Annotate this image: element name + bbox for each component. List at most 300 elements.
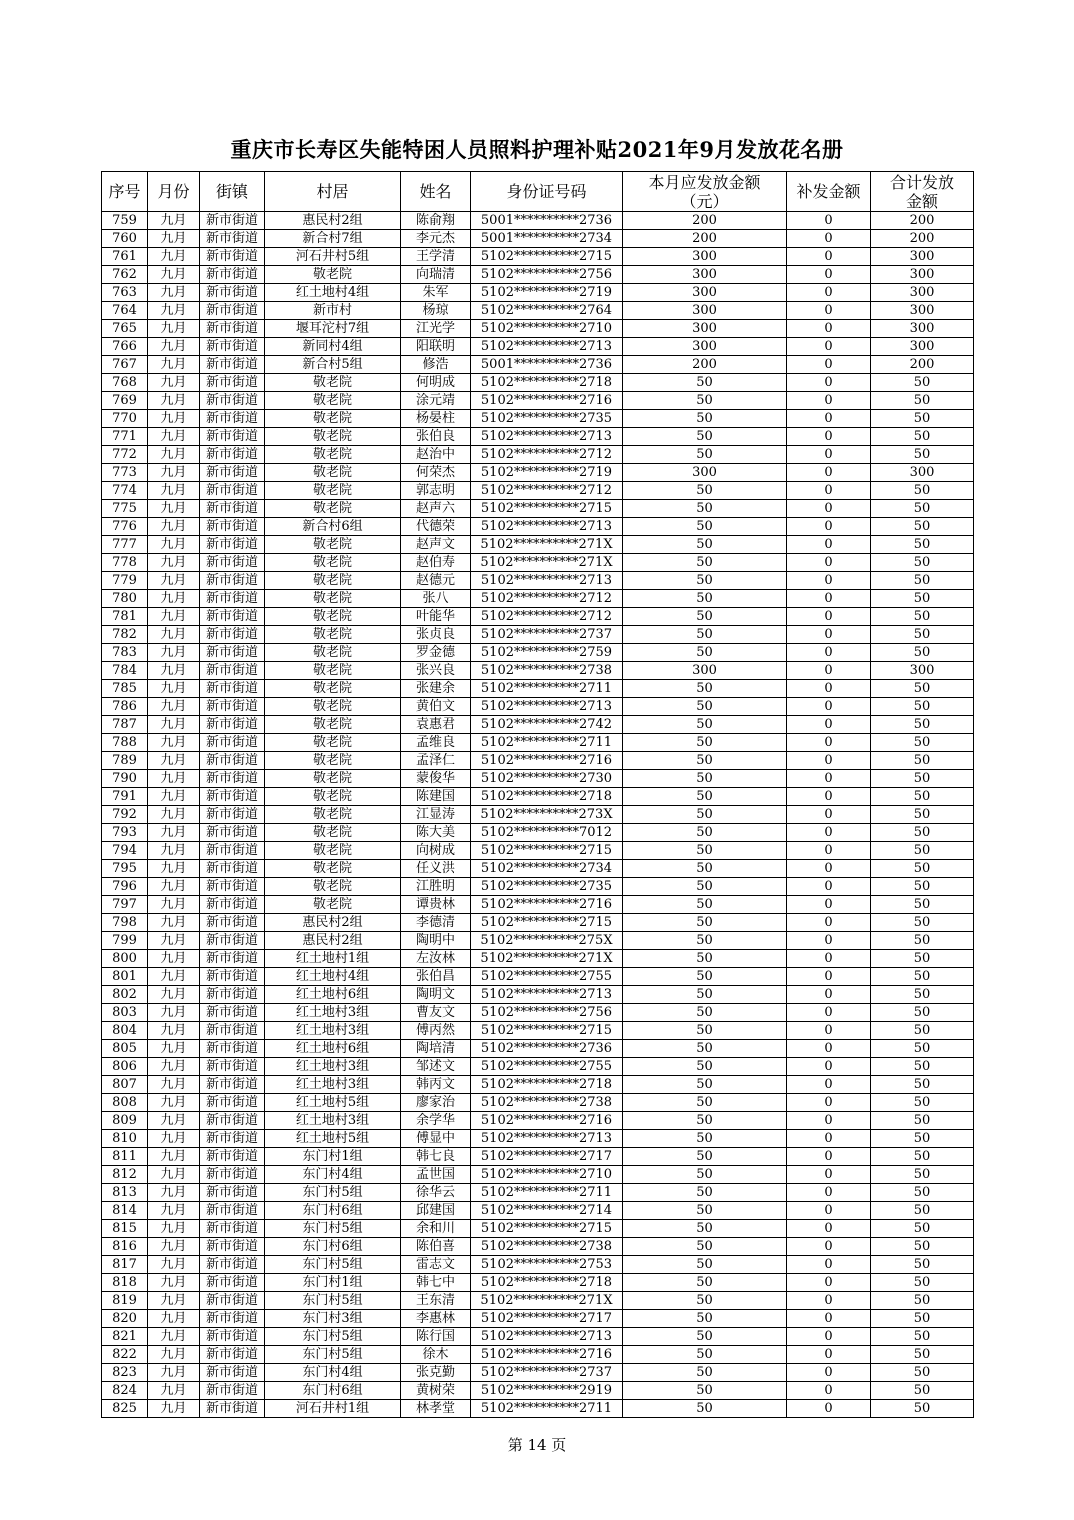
due-amount-cell: 50: [623, 734, 787, 752]
village-cell: 敬老院: [265, 374, 401, 392]
id-cell: 5102**********2713: [471, 698, 623, 716]
supplement-cell: 0: [787, 230, 871, 248]
street-cell: 新市街道: [200, 950, 265, 968]
seq-cell: 764: [102, 302, 148, 320]
street-cell: 新市街道: [200, 446, 265, 464]
name-cell: 张伯良: [401, 428, 471, 446]
street-cell: 新市街道: [200, 734, 265, 752]
seq-cell: 788: [102, 734, 148, 752]
street-cell: 新市街道: [200, 590, 265, 608]
street-cell: 新市街道: [200, 428, 265, 446]
table-row: [102, 590, 974, 608]
month-cell: 九月: [148, 734, 200, 752]
due-amount-cell: 300: [623, 320, 787, 338]
table-row: [102, 1040, 974, 1058]
total-cell: 50: [871, 1112, 974, 1130]
supplement-cell: 0: [787, 914, 871, 932]
street-cell: 新市街道: [200, 518, 265, 536]
month-cell: 九月: [148, 266, 200, 284]
street-cell: 新市街道: [200, 554, 265, 572]
month-cell: 九月: [148, 302, 200, 320]
street-cell: 新市街道: [200, 878, 265, 896]
due-amount-cell: 50: [623, 1148, 787, 1166]
header-id-number: 身份证号码: [471, 172, 623, 212]
supplement-cell: 0: [787, 536, 871, 554]
street-cell: 新市街道: [200, 1040, 265, 1058]
table-row: [102, 446, 974, 464]
name-cell: 谭贵林: [401, 896, 471, 914]
village-cell: 东门村5组: [265, 1184, 401, 1202]
due-amount-cell: 50: [623, 1022, 787, 1040]
due-amount-cell: 50: [623, 1004, 787, 1022]
supplement-cell: 0: [787, 320, 871, 338]
id-cell: 5102**********271X: [471, 950, 623, 968]
due-amount-cell: 50: [623, 1058, 787, 1076]
supplement-cell: 0: [787, 1220, 871, 1238]
seq-cell: 814: [102, 1202, 148, 1220]
street-cell: 新市街道: [200, 356, 265, 374]
seq-cell: 766: [102, 338, 148, 356]
table-row: [102, 1184, 974, 1202]
village-cell: 敬老院: [265, 464, 401, 482]
street-cell: 新市街道: [200, 482, 265, 500]
month-cell: 九月: [148, 464, 200, 482]
name-cell: 叶能华: [401, 608, 471, 626]
village-cell: 敬老院: [265, 824, 401, 842]
seq-cell: 821: [102, 1328, 148, 1346]
supplement-cell: 0: [787, 1166, 871, 1184]
table-row: [102, 500, 974, 518]
village-cell: 敬老院: [265, 680, 401, 698]
id-cell: 5102**********2710: [471, 1166, 623, 1184]
name-cell: 何荣杰: [401, 464, 471, 482]
table-row: [102, 410, 974, 428]
supplement-cell: 0: [787, 1076, 871, 1094]
supplement-cell: 0: [787, 302, 871, 320]
total-cell: 200: [871, 230, 974, 248]
month-cell: 九月: [148, 1274, 200, 1292]
street-cell: 新市街道: [200, 302, 265, 320]
seq-cell: 807: [102, 1076, 148, 1094]
total-cell: 50: [871, 1382, 974, 1400]
supplement-cell: 0: [787, 1022, 871, 1040]
month-cell: 九月: [148, 1400, 200, 1418]
month-cell: 九月: [148, 1076, 200, 1094]
supplement-cell: 0: [787, 950, 871, 968]
street-cell: 新市街道: [200, 1094, 265, 1112]
total-cell: 300: [871, 464, 974, 482]
month-cell: 九月: [148, 1166, 200, 1184]
total-cell: 50: [871, 878, 974, 896]
month-cell: 九月: [148, 428, 200, 446]
name-cell: 张八: [401, 590, 471, 608]
due-amount-cell: 50: [623, 1076, 787, 1094]
street-cell: 新市街道: [200, 1364, 265, 1382]
total-cell: 50: [871, 500, 974, 518]
month-cell: 九月: [148, 914, 200, 932]
supplement-cell: 0: [787, 212, 871, 230]
id-cell: 5102**********2764: [471, 302, 623, 320]
total-cell: 50: [871, 392, 974, 410]
street-cell: 新市街道: [200, 1058, 265, 1076]
due-amount-cell: 200: [623, 230, 787, 248]
month-cell: 九月: [148, 1238, 200, 1256]
table-row: [102, 248, 974, 266]
village-cell: 敬老院: [265, 878, 401, 896]
seq-cell: 811: [102, 1148, 148, 1166]
id-cell: 5102**********2717: [471, 1310, 623, 1328]
name-cell: 张伯昌: [401, 968, 471, 986]
village-cell: 河石井村1组: [265, 1400, 401, 1418]
seq-cell: 801: [102, 968, 148, 986]
seq-cell: 779: [102, 572, 148, 590]
id-cell: 5102**********2715: [471, 914, 623, 932]
table-row: [102, 824, 974, 842]
supplement-cell: 0: [787, 1328, 871, 1346]
village-cell: 红土地村3组: [265, 1004, 401, 1022]
street-cell: 新市街道: [200, 896, 265, 914]
table-row: [102, 338, 974, 356]
id-cell: 5102**********2735: [471, 410, 623, 428]
name-cell: 余学华: [401, 1112, 471, 1130]
table-row: [102, 842, 974, 860]
supplement-cell: 0: [787, 680, 871, 698]
total-cell: 50: [871, 752, 974, 770]
supplement-cell: 0: [787, 1148, 871, 1166]
total-cell: 50: [871, 1310, 974, 1328]
due-amount-cell: 50: [623, 1166, 787, 1184]
month-cell: 九月: [148, 1094, 200, 1112]
street-cell: 新市街道: [200, 230, 265, 248]
supplement-cell: 0: [787, 734, 871, 752]
name-cell: 陶明文: [401, 986, 471, 1004]
street-cell: 新市街道: [200, 698, 265, 716]
village-cell: 新同村4组: [265, 338, 401, 356]
due-amount-cell: 50: [623, 932, 787, 950]
id-cell: 5102**********2755: [471, 1058, 623, 1076]
month-cell: 九月: [148, 824, 200, 842]
village-cell: 东门村5组: [265, 1346, 401, 1364]
due-amount-cell: 200: [623, 212, 787, 230]
id-cell: 5102**********2716: [471, 392, 623, 410]
id-cell: 5102**********2711: [471, 680, 623, 698]
seq-cell: 805: [102, 1040, 148, 1058]
id-cell: 5102**********2717: [471, 1148, 623, 1166]
street-cell: 新市街道: [200, 680, 265, 698]
street-cell: 新市街道: [200, 1112, 265, 1130]
month-cell: 九月: [148, 338, 200, 356]
name-cell: 江光学: [401, 320, 471, 338]
seq-cell: 775: [102, 500, 148, 518]
street-cell: 新市街道: [200, 266, 265, 284]
id-cell: 5102**********2716: [471, 1112, 623, 1130]
village-cell: 惠民村2组: [265, 914, 401, 932]
village-cell: 红土地村1组: [265, 950, 401, 968]
month-cell: 九月: [148, 1220, 200, 1238]
village-cell: 新合村5组: [265, 356, 401, 374]
due-amount-cell: 50: [623, 950, 787, 968]
supplement-cell: 0: [787, 1238, 871, 1256]
village-cell: 敬老院: [265, 266, 401, 284]
seq-cell: 780: [102, 590, 148, 608]
due-amount-cell: 300: [623, 464, 787, 482]
month-cell: 九月: [148, 788, 200, 806]
month-cell: 九月: [148, 1364, 200, 1382]
due-amount-cell: 50: [623, 1220, 787, 1238]
seq-cell: 797: [102, 896, 148, 914]
name-cell: 杨晏柱: [401, 410, 471, 428]
name-cell: 傅显中: [401, 1130, 471, 1148]
village-cell: 东门村3组: [265, 1310, 401, 1328]
street-cell: 新市街道: [200, 914, 265, 932]
total-cell: 50: [871, 788, 974, 806]
table-row: [102, 698, 974, 716]
street-cell: 新市街道: [200, 608, 265, 626]
id-cell: 5102**********2713: [471, 1130, 623, 1148]
seq-cell: 806: [102, 1058, 148, 1076]
table-row: [102, 1220, 974, 1238]
table-row: [102, 302, 974, 320]
name-cell: 代德荣: [401, 518, 471, 536]
id-cell: 5001**********2734: [471, 230, 623, 248]
month-cell: 九月: [148, 1202, 200, 1220]
due-amount-cell: 200: [623, 356, 787, 374]
total-cell: 50: [871, 1364, 974, 1382]
village-cell: 敬老院: [265, 698, 401, 716]
seq-cell: 809: [102, 1112, 148, 1130]
due-amount-cell: 50: [623, 1328, 787, 1346]
month-cell: 九月: [148, 1346, 200, 1364]
due-amount-cell: 50: [623, 770, 787, 788]
table-row: [102, 1292, 974, 1310]
total-cell: 50: [871, 1058, 974, 1076]
street-cell: 新市街道: [200, 374, 265, 392]
table-row: [102, 986, 974, 1004]
month-cell: 九月: [148, 860, 200, 878]
seq-cell: 812: [102, 1166, 148, 1184]
name-cell: 朱军: [401, 284, 471, 302]
total-cell: 50: [871, 644, 974, 662]
id-cell: 5102**********2713: [471, 572, 623, 590]
total-cell: 50: [871, 824, 974, 842]
name-cell: 雷志文: [401, 1256, 471, 1274]
name-cell: 蒙俊华: [401, 770, 471, 788]
seq-cell: 772: [102, 446, 148, 464]
id-cell: 5102**********2710: [471, 320, 623, 338]
name-cell: 左汝林: [401, 950, 471, 968]
name-cell: 赵声六: [401, 500, 471, 518]
due-amount-cell: 50: [623, 752, 787, 770]
month-cell: 九月: [148, 482, 200, 500]
month-cell: 九月: [148, 1040, 200, 1058]
due-amount-cell: 50: [623, 1274, 787, 1292]
street-cell: 新市街道: [200, 1004, 265, 1022]
id-cell: 5102**********2737: [471, 1364, 623, 1382]
name-cell: 杨琼: [401, 302, 471, 320]
month-cell: 九月: [148, 968, 200, 986]
table-row: [102, 1148, 974, 1166]
id-cell: 5102**********2711: [471, 734, 623, 752]
month-cell: 九月: [148, 212, 200, 230]
total-cell: 50: [871, 1184, 974, 1202]
name-cell: 江胜明: [401, 878, 471, 896]
supplement-cell: 0: [787, 1400, 871, 1418]
seq-cell: 774: [102, 482, 148, 500]
seq-cell: 825: [102, 1400, 148, 1418]
roster-table: [101, 171, 974, 1418]
seq-cell: 759: [102, 212, 148, 230]
street-cell: 新市街道: [200, 1274, 265, 1292]
due-amount-cell: 50: [623, 698, 787, 716]
seq-cell: 824: [102, 1382, 148, 1400]
street-cell: 新市街道: [200, 842, 265, 860]
street-cell: 新市街道: [200, 572, 265, 590]
supplement-cell: 0: [787, 1382, 871, 1400]
village-cell: 敬老院: [265, 842, 401, 860]
street-cell: 新市街道: [200, 824, 265, 842]
month-cell: 九月: [148, 950, 200, 968]
total-cell: 50: [871, 986, 974, 1004]
month-cell: 九月: [148, 554, 200, 572]
street-cell: 新市街道: [200, 932, 265, 950]
id-cell: 5102**********2718: [471, 1274, 623, 1292]
table-row: [102, 1004, 974, 1022]
id-cell: 5102**********2716: [471, 752, 623, 770]
month-cell: 九月: [148, 716, 200, 734]
village-cell: 东门村1组: [265, 1148, 401, 1166]
seq-cell: 770: [102, 410, 148, 428]
supplement-cell: 0: [787, 1346, 871, 1364]
village-cell: 新合村6组: [265, 518, 401, 536]
due-amount-cell: 50: [623, 986, 787, 1004]
supplement-cell: 0: [787, 716, 871, 734]
name-cell: 江显涛: [401, 806, 471, 824]
month-cell: 九月: [148, 896, 200, 914]
due-amount-cell: 300: [623, 248, 787, 266]
month-cell: 九月: [148, 284, 200, 302]
village-cell: 敬老院: [265, 644, 401, 662]
street-cell: 新市街道: [200, 752, 265, 770]
name-cell: 修浩: [401, 356, 471, 374]
id-cell: 5102**********2742: [471, 716, 623, 734]
village-cell: 敬老院: [265, 626, 401, 644]
table-row: [102, 770, 974, 788]
seq-cell: 767: [102, 356, 148, 374]
due-amount-cell: 50: [623, 536, 787, 554]
total-cell: 300: [871, 284, 974, 302]
table-row: [102, 860, 974, 878]
supplement-cell: 0: [787, 500, 871, 518]
due-amount-cell: 50: [623, 1040, 787, 1058]
due-amount-cell: 50: [623, 968, 787, 986]
id-cell: 5102**********271X: [471, 554, 623, 572]
header-due-amount: [623, 172, 787, 212]
month-cell: 九月: [148, 806, 200, 824]
id-cell: 5102**********2753: [471, 1256, 623, 1274]
id-cell: 5102**********2713: [471, 338, 623, 356]
id-cell: 5102**********2736: [471, 1040, 623, 1058]
seq-cell: 777: [102, 536, 148, 554]
name-cell: 林孝堂: [401, 1400, 471, 1418]
village-cell: 红土地村3组: [265, 1022, 401, 1040]
supplement-cell: 0: [787, 1256, 871, 1274]
due-amount-cell: 50: [623, 842, 787, 860]
due-amount-cell: 50: [623, 1184, 787, 1202]
street-cell: 新市街道: [200, 1184, 265, 1202]
seq-cell: 761: [102, 248, 148, 266]
month-cell: 九月: [148, 680, 200, 698]
id-cell: 5102**********2919: [471, 1382, 623, 1400]
street-cell: 新市街道: [200, 410, 265, 428]
total-cell: 50: [871, 842, 974, 860]
page-number: 第 14 页: [507, 1436, 567, 1454]
street-cell: 新市街道: [200, 464, 265, 482]
seq-cell: 784: [102, 662, 148, 680]
total-cell: 50: [871, 968, 974, 986]
village-cell: 东门村1组: [265, 1274, 401, 1292]
supplement-cell: 0: [787, 644, 871, 662]
street-cell: 新市街道: [200, 662, 265, 680]
id-cell: 5102**********2755: [471, 968, 623, 986]
supplement-cell: 0: [787, 896, 871, 914]
due-amount-cell: 50: [623, 806, 787, 824]
seq-cell: 783: [102, 644, 148, 662]
total-cell: 50: [871, 518, 974, 536]
month-cell: 九月: [148, 1328, 200, 1346]
village-cell: 红土地村3组: [265, 1112, 401, 1130]
village-cell: 敬老院: [265, 446, 401, 464]
total-cell: 50: [871, 590, 974, 608]
month-cell: 九月: [148, 230, 200, 248]
total-cell: 300: [871, 662, 974, 680]
total-cell: 50: [871, 1202, 974, 1220]
village-cell: 敬老院: [265, 716, 401, 734]
village-cell: 新合村7组: [265, 230, 401, 248]
total-cell: 200: [871, 212, 974, 230]
supplement-cell: 0: [787, 626, 871, 644]
supplement-cell: 0: [787, 986, 871, 1004]
total-cell: 200: [871, 356, 974, 374]
due-amount-cell: 50: [623, 860, 787, 878]
supplement-cell: 0: [787, 806, 871, 824]
village-cell: 红土地村4组: [265, 284, 401, 302]
total-cell: 50: [871, 716, 974, 734]
total-cell: 50: [871, 950, 974, 968]
id-cell: 5102**********273X: [471, 806, 623, 824]
seq-cell: 818: [102, 1274, 148, 1292]
total-cell: 50: [871, 680, 974, 698]
name-cell: 袁惠君: [401, 716, 471, 734]
street-cell: 新市街道: [200, 770, 265, 788]
total-cell: 300: [871, 302, 974, 320]
table-row: [102, 536, 974, 554]
village-cell: 惠民村2组: [265, 932, 401, 950]
id-cell: 5102**********2714: [471, 1202, 623, 1220]
due-amount-cell: 50: [623, 716, 787, 734]
village-cell: 敬老院: [265, 536, 401, 554]
header-supplement-amount: 补发金额: [787, 172, 871, 212]
village-cell: 敬老院: [265, 788, 401, 806]
village-cell: 东门村5组: [265, 1220, 401, 1238]
seq-cell: 771: [102, 428, 148, 446]
due-amount-cell: 300: [623, 266, 787, 284]
village-cell: 敬老院: [265, 572, 401, 590]
seq-cell: 799: [102, 932, 148, 950]
table-row: [102, 932, 974, 950]
table-row: [102, 680, 974, 698]
village-cell: 敬老院: [265, 896, 401, 914]
seq-cell: 823: [102, 1364, 148, 1382]
